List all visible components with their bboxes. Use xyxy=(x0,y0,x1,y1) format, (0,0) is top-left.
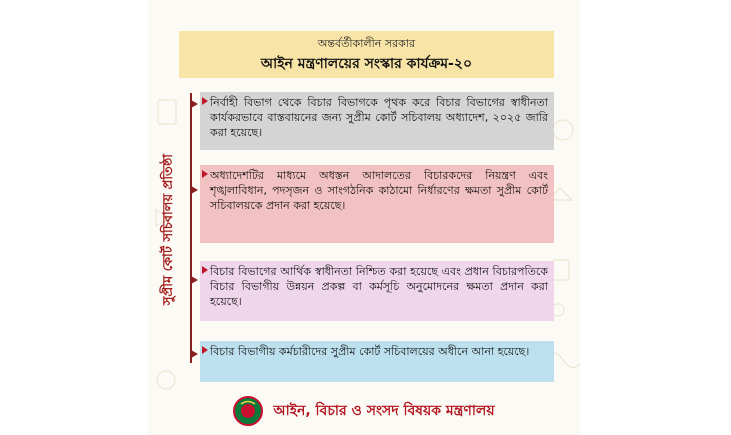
list-item-text: বিচার বিভাগীয় কর্মচারীদের সুপ্রীম কোর্ট সচিবালয়ের অধীনে আনা হয়েছে। xyxy=(210,345,530,358)
list-item xyxy=(200,341,554,382)
list-item-text: অধ্যাদেশটির মাধ্যমে অধস্তন আদালতের বিচারকদের নিয়ন্ত্রণ এবং শৃঙ্খলাবিধান, পদসৃজন ও সাংগঠনিক কাঠামো নির্ধারণের ক্ষমতা সুপ্রীম কোর্ট সচিবালয়কে প্রদান করা হয়েছে। xyxy=(210,169,548,212)
footer xyxy=(148,396,580,426)
list-item-text: বিচার বিভাগের আর্থিক স্বাধীনতা নিশ্চিত করা হয়েছে এবং প্রধান বিচারপতিকে বিচার বিভাগীয় উন্নয়ন প্রকল্প বা কর্মসূচি অনুমোদনের ক্ষমতা প্রদান করা হয়েছে। xyxy=(210,265,548,308)
connector-arrow-icon xyxy=(191,100,198,108)
side-label xyxy=(152,95,188,363)
bangladesh-government-emblem-icon xyxy=(233,396,263,426)
infographic-card xyxy=(148,0,580,435)
side-connector-line xyxy=(190,93,192,363)
side-label-text: সুপ্রীম কোর্ট সচিবালয় প্রতিষ্ঠা xyxy=(161,153,177,305)
list-item xyxy=(200,165,554,243)
connector-arrow-icon xyxy=(191,276,198,284)
header-banner xyxy=(179,31,554,78)
ministry-name: আইন, বিচার ও সংসদ বিষয়ক মন্ত্রণালয় xyxy=(273,403,495,419)
bullet-triangle-icon xyxy=(202,170,208,178)
government-subtitle: অন্তর্বর্তীকালীন সরকার xyxy=(317,37,416,50)
list-item xyxy=(200,261,554,321)
connector-arrow-icon xyxy=(191,186,198,194)
list-item xyxy=(200,92,554,150)
list-item-text: নির্বাহী বিভাগ থেকে বিচার বিভাগকে পৃথক করে বিচার বিভাগের স্বাধীনতা কার্যকরভাবে বাস্তবায়নের জন্য সুপ্রীম কোর্ট সচিবালয় অধ্যাদেশ, ২০২৫ জারি করা হয়েছে। xyxy=(210,96,548,139)
bullet-triangle-icon xyxy=(202,266,208,274)
connector-arrow-icon xyxy=(191,350,198,358)
bullet-triangle-icon xyxy=(202,97,208,105)
bullet-triangle-icon xyxy=(202,346,208,354)
page-title: আইন মন্ত্রণালয়ের সংস্কার কার্যক্রম-২০ xyxy=(260,56,473,72)
